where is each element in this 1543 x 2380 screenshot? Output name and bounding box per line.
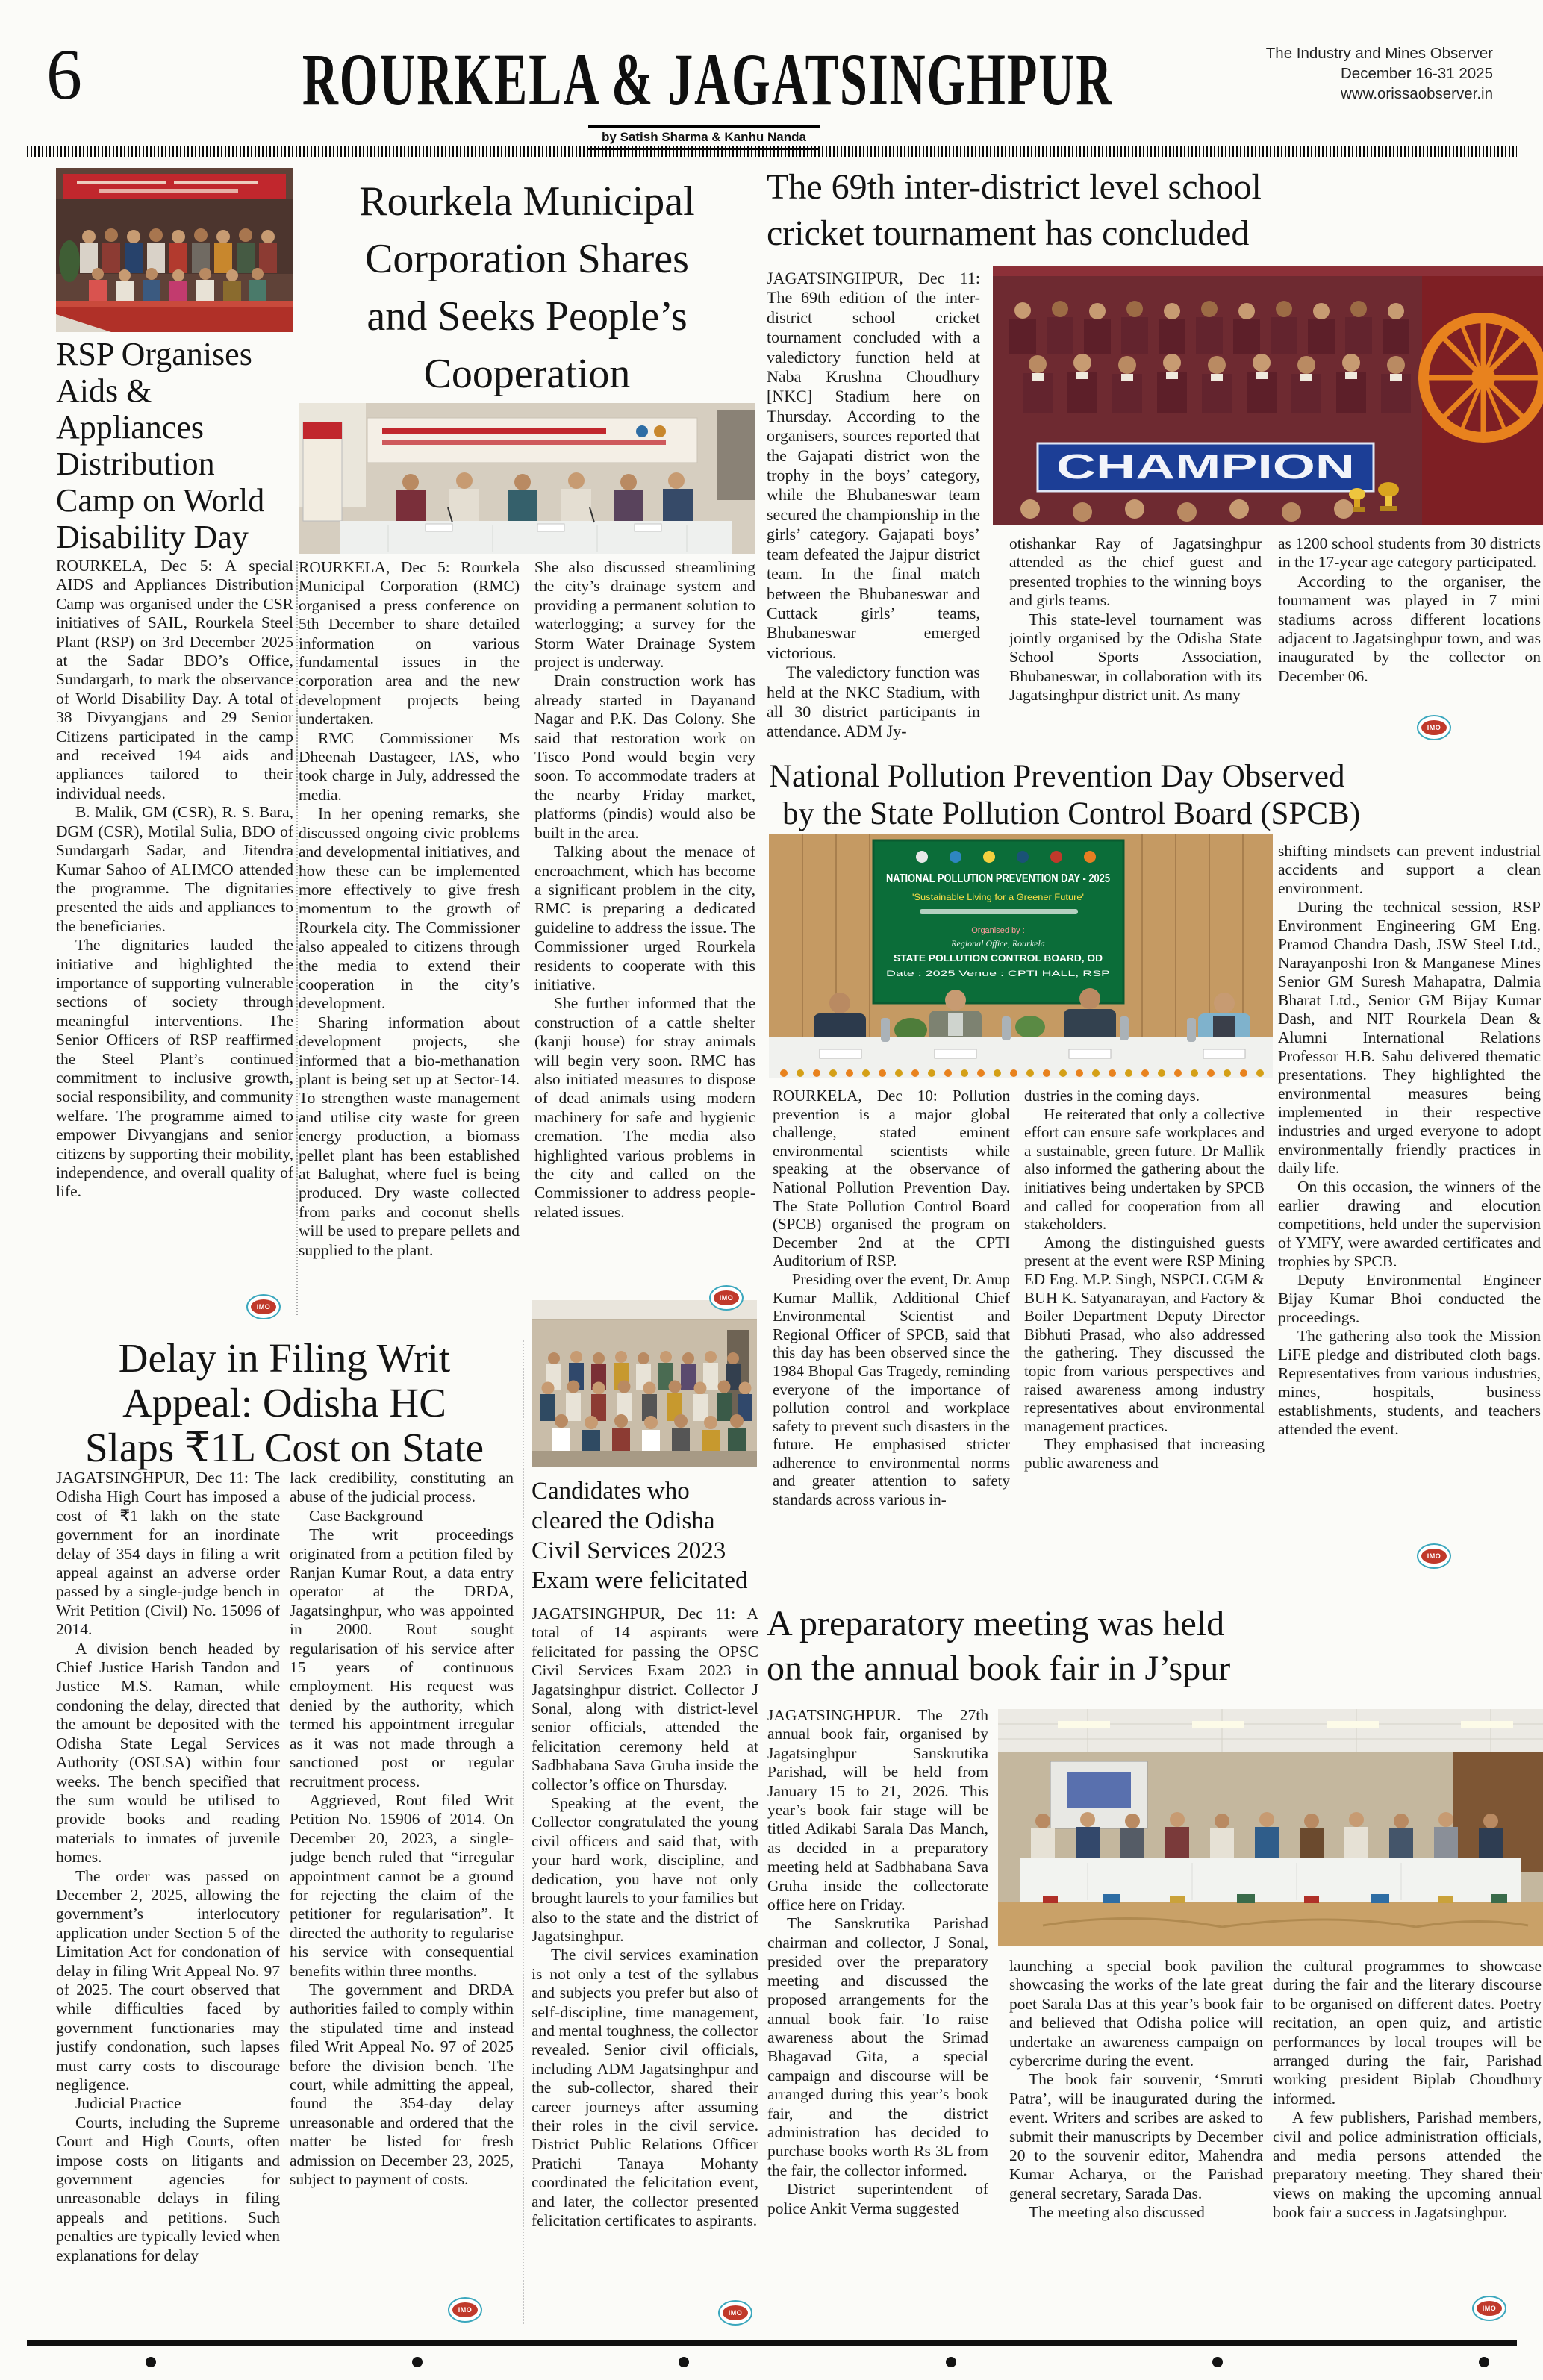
byline: by Satish Sharma & Kanhu Nanda — [588, 125, 820, 150]
pollution-article-col3 — [1278, 842, 1541, 1594]
paragraph: During the technical session, RSP Environment Engineering GM Eng. Pramod Chandra Dash, JSW Steel Ltd., Narayanposhi Iron & Manganese Mines Senior GM Suresh Mahapatra, Dalmia Bharat Ltd., Senior GM Bijay Kumar Dash, and NIT Rourkela Dean & Alumni International Relations Professor H.B. Sahu delivered thematic presentations. They highlighted the environmental measures being implemented in their respective industries and urged everyone to adopt environmentally friendly practices in daily life. — [1278, 898, 1541, 1177]
paragraph: The writ proceedings originated from a petition filed by Ranjan Kumar Rout, a data entry operator at the DRDA, Jagatsinghpur, who was appointed in 2000. Rout sought regularisation of his service after 15 years of continuous employment. His request was denied by the authority, which termed his appointment irregular as it was not made through a sanctioned post or regular recruitment process. — [290, 1525, 514, 1790]
paragraph: dustries in the coming days. — [1024, 1087, 1200, 1105]
imo-stamp: IMO — [246, 1294, 281, 1319]
paragraph: A division bench headed by Chief Justice Harish Tandon and Justice M.S. Raman, while condoning the delay, directed that the amount be deposited with the Odisha State Legal Services Authority (OSLSA) within four weeks. The bench specified that the sum would be utilised to provide books and reading materials to inmates of juvenile homes. — [56, 1639, 280, 1867]
paragraph: The government and DRDA authorities failed to comply within the stipulated time and instead filed Writ Appeal No. 97 of 2025 before the division bench. The court, while admitting the appeal, found the 354-day delay unreasonable and ordered that the matter be listed for fresh admission on December 23, 2025, subject to payment of costs. — [290, 1980, 514, 2189]
felicitation-article-body — [532, 1605, 758, 2325]
paragraph: Speaking at the event, the Collector congratulated the young civil officers and said that, with your hard work, discipline, and dedication, you have not only brought laurels to your families but also to the state and the district of Jagatsinghpur. — [532, 1794, 758, 1945]
rmc-press-conference-photo — [299, 403, 755, 554]
cricket-champion-photo — [993, 266, 1543, 525]
paragraph: ROURKELA, Dec 5: Rourkela Municipal Corporation (RMC) organised a press conference on 5th December to share detailed information on various fundamental issues in the corporation area and the new development projects being undertaken. — [299, 558, 520, 728]
paragraph: JAGATSINGHPUR, Dec 11: The 69th edition of the inter-district school cricket tournament concluded with a valedictory function held at Naba Krushna Choudhury [NKC] Stadium here on Thursday. According to the organisers, sources reported that the Gajapati district won the trophy in the boys’ category, while the Bhubaneswar team secured the championship in the girls’ category. Gajapati boys’ team defeated the Jajpur district team. In the final match between the Bhubaneswar and Cuttack girls’ teams, Bhubaneswar emerged victorious. — [767, 269, 980, 662]
paragraph: This state-level tournament was jointly organised by the Odisha State School Sports Association, Bhubaneswar, in collaboration with its Jagatsinghpur district unit. As many — [1009, 610, 1262, 705]
plant — [1015, 1016, 1045, 1038]
rsp-camp-photo — [56, 168, 293, 332]
paragraph: JAGATSINGHPUR. The 27th annual book fair, organised by Jagatsinghpur Sanskrutika Parishad, will be held from January 15 to 21, 2026. This year’s book fair stage will be titled Adikabi Sarala Das Manch, as decided in a preparatory meeting held at Sadbhabana Sava Gruha inside the collectorate office here on Friday. — [767, 1706, 988, 1914]
paragraph: Among the distinguished guests present at the event were RSP Mining ED Eng. M.P. Singh, NSPCL CGM & BUH K. Satyanarayan, and Factory & Boiler Department Deputy Director Bibhuti Prasad, who also addressed the gathering. They discussed the topic from various perspectives and raised awareness among industry representatives about environmental management practices. — [1024, 1233, 1265, 1435]
champion-banner-text: CHAMPION — [1056, 447, 1355, 486]
column-divider — [523, 1340, 524, 2324]
column-divider — [296, 561, 298, 1315]
paragraph: ROURKELA, Dec 10: Pollution prevention is a major global challenge, stated eminent environmental scientists while speaking at the observance of National Pollution Prevention Day. The State Pollution Control Board (SPCB) organised the program on December 2nd at the CPTI Auditorium of RSP. — [773, 1087, 1010, 1270]
paragraph: Drain construction work has already started in Dayanand Nagar and P.K. Das Colony. She said that restoration work on Tisco Pond would begin very soon. To accommodate traders at the nearby Friday market, platforms (pindis) would also be built in the area. — [534, 672, 755, 842]
footer-dot — [412, 2357, 423, 2367]
bookfair-meeting-photo — [998, 1709, 1543, 1946]
paragraph: B. Malik, GM (CSR), R. S. Bara, DGM (CSR), Motilal Sulia, BDO of Sundargarh Sadar, and Jitendra Kumar Sahoo of ALIMCO attended the programme. The dignitaries presented the aids and appliances to the beneficiaries. — [56, 803, 293, 935]
paragraph: The book fair souvenir, ‘Smruti Patra’, will be inaugurated during the event. Writers and scribes are asked to submit their manuscripts by December 20 to the souvenir editor, Mahendra Kumar Acharya, or the Parishad general secretary, Sarada Das. — [1009, 2070, 1263, 2202]
paragraph: Judicial Practice — [75, 2094, 181, 2113]
paragraph: District superintendent of police Ankit Verma suggested — [767, 2180, 988, 2217]
footer-rule — [27, 2340, 1517, 2346]
header-divider-bar — [27, 146, 1517, 157]
writ-article-col2 — [290, 1469, 514, 2327]
screen-subtitle: 'Sustainable Living for a Greener Future' — [912, 892, 1084, 902]
bookfair-article-col3 — [1273, 1957, 1542, 2326]
issue-date: December 16-31 2025 — [1341, 65, 1493, 82]
screen-title: NATIONAL POLLUTION PREVENTION DAY - 2025 — [886, 872, 1111, 885]
cricket-article-col3 — [1278, 534, 1541, 758]
rmc-headline: Rourkela Municipal Corporation Shares and Seeks People’s Cooperation — [359, 178, 695, 397]
masthead-title: ROURKELA & JAGATSINGHPUR — [302, 40, 1114, 122]
bookfair-article-col2 — [1009, 1957, 1263, 2326]
event-screen — [873, 840, 1123, 1003]
paragraph: The valedictory function was held at the NKC Stadium, with all 30 district participants in attendance. ADM Jy- — [767, 663, 980, 741]
middle-row — [540, 1381, 752, 1422]
paragraph: Talking about the menace of encroachment, which has become a significant problem in the city, RMC is preparing a dedicated guideline to address the issue. The Commissioner urged Rourkela residents to cooperate with this initiative. — [534, 843, 755, 993]
publication-info — [1150, 43, 1493, 104]
publication-name: The Industry and Mines Observer — [1265, 45, 1493, 62]
rsp-headline: RSP Organises Aids & Appliances Distribution Camp on World Disability Day — [56, 336, 265, 555]
paragraph: The civil services examination is not only a test of the syllabus and subjects you prefer but also of self-discipline, time management, and mental toughness, the collector revealed. Senior civil officials, including ADM Jagatsinghpur and the sub-collector, shared their career journeys after assuming their roles in the civil service. District Public Relations Officer Pratichi Tanaya Mohanty coordinated the felicitation event, and later, the collector presented felicitation certificates to aspirants. — [532, 1946, 758, 2229]
screen-odia-line — [920, 909, 1078, 914]
pollution-day-dais-photo — [769, 834, 1273, 1078]
bookfair-article-col1 — [767, 1706, 988, 2327]
cricket-article-col2 — [1009, 534, 1262, 758]
paragraph: RMC Commissioner Ms Dheenah Dastageer, IAS, who took charge in July, addressed the media. — [299, 728, 520, 804]
paragraph: A few publishers, Parishad members, civil and police administration officials, and media persons attended the preparatory meeting. They shared their views on making the upcoming annual book fair a success in Jagatsinghpur. — [1273, 2108, 1542, 2222]
paragraph: He reiterated that only a collective effort can ensure safe workplaces and a sustainable, green future. Dr Mallik also informed the gathering about the initiatives being undertaken by SPCB and called for cooperation from all stakeholders. — [1024, 1105, 1265, 1234]
paragraph: The Sanskrutika Parishad chairman and collector, J Sonal, presided over the preparatory meeting and discussed the proposed arrangements for the annual book fair. To raise awareness about the Srimad Bhagavad Gita, a special campaign and discourse will be arranged during this year’s book fair, and the district administration has decided to purchase books worth Rs 3L from the fair, the collector informed. — [767, 1914, 988, 2179]
rmc-article-col1 — [299, 558, 520, 1314]
paragraph: She also discussed streamlining the city’s drainage system and providing a permanent solution to waterlogging; a survey for the Storm Water Drainage System project is underway. — [534, 558, 755, 672]
imo-stamp: IMO — [1417, 1543, 1451, 1569]
paragraph: the cultural programmes to showcase during the fair and the literary discourse to be organised on different dates. Poetry recitation, an open quiz, and artistic performances by local troupes will be arranged during the fair, Parishad working president Biplab Choudhury informed. — [1273, 1957, 1542, 2108]
paragraph: According to the organiser, the tournament was played in 7 mini stadiums across different locations adjacent to Jagatsinghpur town, and was inaugurated by the collector on December 06. — [1278, 572, 1541, 685]
pollution-article-col2 — [1024, 1087, 1265, 1594]
footer-dot — [946, 2357, 956, 2367]
paragraph: lack credibility, constituting an abuse of the judicial process. — [290, 1469, 514, 1506]
writ-article-col1 — [56, 1469, 280, 2327]
screen-org2: STATE POLLUTION CONTROL BOARD, OD — [894, 953, 1103, 963]
paragraph: On this occasion, the winners of the earlier drawing and elocution competitions, held under the supervision of YMFY, were awarded certificates and trophies by SPCB. — [1278, 1178, 1541, 1270]
imo-stamp: IMO — [1472, 2296, 1506, 2321]
paragraph: JAGATSINGHPUR, Dec 11: The Odisha High Court has imposed a cost of ₹1 lakh on the state government for an inordinate delay of 354 days in filing a writ appeal against an adverse order passed by a single-judge bench in Writ Petition (Civil) No. 15096 of 2014. — [56, 1469, 280, 1639]
page-number: 6 — [46, 34, 82, 114]
footer-dots — [146, 2357, 1489, 2367]
paragraph: otishankar Ray of Jagatsinghpur attended as the chief guest and presented trophies to the winning boys and girls teams. — [1009, 534, 1262, 610]
footer-dot — [146, 2357, 156, 2367]
paragraph: shifting mindsets can prevent industrial accidents and support a clean environment. — [1278, 842, 1541, 897]
rsp-article-body — [56, 557, 293, 1319]
table-front — [998, 1902, 1543, 1946]
paragraph: as 1200 school students from 30 districts in the 17-year age category participated. — [1278, 534, 1541, 572]
pollution-headline: National Pollution Prevention Day Observed by the State Pollution Control Board (SPCB) — [769, 759, 1361, 831]
paragraph: The order was passed on December 2, 2025, allowing the government’s interlocutory application under Section 5 of the Limitation Act for condonation of delay in filing Writ Appeal No. 97 of 2025. The court observed that while difficulties faced by government functionaries may justify condonation, such lapses must carry costs to discourage negligence. — [56, 1867, 280, 2093]
rmc-article-col2 — [534, 558, 755, 1314]
felicitation-group-photo — [532, 1300, 757, 1467]
paragraph: The meeting also discussed — [1029, 2203, 1205, 2222]
bookfair-headline: A preparatory meeting was held on the annual book fair in J’spur — [767, 1604, 1231, 1688]
paragraph: Sharing information about development projects, she informed that a bio-methanation plant is being set up at Sector-14. To strengthen waste management and utilise city waste for green energy production, a biomass pellet plant has been established at Balughat, where fuel is being produced. Dry waste collected from parks and coconut shells will be used to prepare pellets and supplied to the plant. — [299, 1013, 520, 1259]
paragraph: ROURKELA, Dec 5: A special AIDS and Appliances Distribution Camp was organised under the CSR initiatives of SAIL, Rourkela Steel Plant (RSP) on 3rd December 2025 at the Sadar BDO’s Office, Sundargarh, to mark the observance of World Disability Day. A total of 38 Divyangjans and 29 Senior Citizens participated in the camp and received 194 aids and appliances tailored to their individual needs. — [56, 557, 293, 802]
imo-stamp: IMO — [1417, 715, 1451, 740]
paragraph: Aggrieved, Rout filed Writ Petition No. 15906 of 2014. On December 20, 2023, a single-judge bench ruled that “irregular appointment cannot be a ground for rejecting the claim of the petitioner for regularisation”. It directed the authority to regularise his service with consequential benefits within three months. — [290, 1790, 514, 1980]
paragraph: Courts, including the Supreme Court and High Courts, often impose costs on litigants and government agencies for unreasonable delays in filing appeals and petitions. Such penalties are typically levied when explanations for delay — [56, 2113, 280, 2264]
people-back-row — [80, 228, 277, 273]
footer-dot — [1479, 2357, 1489, 2367]
writ-headline: Delay in Filing Writ Appeal: Odisha HC Slaps ₹1L Cost on State — [84, 1335, 484, 1470]
imo-stamp: IMO — [709, 1285, 744, 1311]
paragraph: They emphasised that increasing public awareness and — [1024, 1435, 1265, 1472]
paragraph: The gathering also took the Mission LiFE pledge and distributed cloth bags. Representatives from various industries, mines, hospitals, business establishments, students, and teachers attended the event. — [1278, 1327, 1541, 1438]
cricket-article-col1 — [767, 269, 980, 754]
screen-meta: Date : 2025 Venue : CPTI HALL, RSP — [886, 969, 1110, 978]
paragraph: launching a special book pavilion showcasing the works of the late great poet Sarala Das at this year’s book fair and believed that Odisha police will undertake an awareness campaign on cybercrime during the event. — [1009, 1957, 1263, 2070]
konark-wheel-icon — [1424, 318, 1543, 437]
imo-stamp: IMO — [718, 2300, 752, 2326]
paragraph: JAGATSINGHPUR, Dec 11: A total of 14 aspirants were felicitated for passing the OPSC Civil Services Exam 2023 in Jagatsinghpur district. Collector J Sonal, along with district-level senior officials, attended the felicitation ceremony held at Sadbhabana Sava Gruha inside the collector’s office on Thursday. — [532, 1605, 758, 1793]
paragraph: Case Background — [309, 1506, 423, 1525]
paragraph: In her opening remarks, she discussed ongoing civic problems and developmental initiatives, and how these can be implemented more effectively to give fresh momentum to the growth of Rourkela city. The Commissioner also appealed to citizens through the media to extend their cooperation in the city’s development. — [299, 805, 520, 1013]
footer-dot — [1212, 2357, 1223, 2367]
paragraph: She further informed that the construction of a cattle shelter (kanji house) for stray animals will begin very soon. RMC has also initiated measures to dispose of dead animals using modern machinery for safe and hygienic cremation. The media also highlighted various problems in the city and called on the Commissioner to address people-related issues. — [534, 994, 755, 1221]
paragraph: Presiding over the event, Dr. Anup Kumar Mallik, Additional Chief Environmental Scientist and Regional Officer of SPCB, said that this day has been observed since the 1984 Bhopal Gas Tragedy, reminding everyone of the importance of pollution control and workplace safety to prevent such disasters in the future. He emphasised stricter adherence to environmental norms and greater attention to safety standards across various in- — [773, 1269, 1010, 1509]
felicitation-headline: Candidates who cleared the Odisha Civil Services 2023 Exam were felicitated — [532, 1478, 748, 1594]
footer-dot — [679, 2357, 689, 2367]
paragraph: Deputy Environmental Engineer Bijay Kumar Bhoi conducted the proceedings. — [1278, 1271, 1541, 1326]
meeting-table — [1020, 1858, 1521, 1902]
imo-stamp: IMO — [448, 2297, 482, 2323]
cricket-headline: The 69th inter-district level school cricket tournament has concluded — [767, 167, 1262, 253]
website-url: www.orissaobserver.in — [1341, 85, 1493, 102]
paragraph: The dignitaries lauded the initiative and highlighted the importance of supporting vulnerable sections of society through meaningful interventions. The Senior Officers of RSP reaffirmed the Steel Plant’s continued commitment to inclusive growth, social responsibility, and community welfare. The programme aimed to empower Divyangjans and senior citizens by supporting their mobility, independence, and overall quality of life. — [56, 936, 293, 1201]
screen-org1: Regional Office, Rourkela — [951, 938, 1045, 949]
pollution-article-col1 — [773, 1087, 1010, 1594]
screen-organised-by: Organised by : — [971, 926, 1025, 935]
